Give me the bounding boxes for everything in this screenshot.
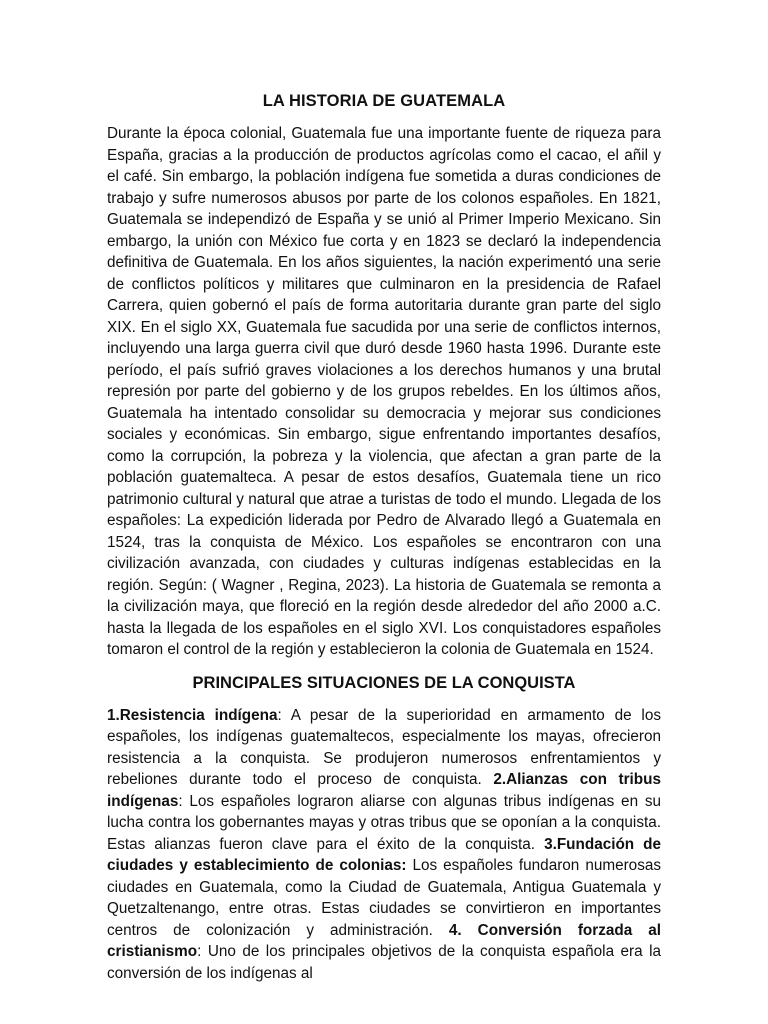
document-title: LA HISTORIA DE GUATEMALA <box>262 92 506 110</box>
situation-4-text: : Uno de los principales objetivos de la conquista española era la conversión de los indígenas al <box>107 943 661 982</box>
section-heading: PRINCIPALES SITUACIONES DE LA CONQUISTA <box>192 673 576 692</box>
situation-1-title: 1.Resistencia indígena <box>107 706 278 724</box>
intro-paragraph: Durante la época colonial, Guatemala fue una importante fuente de riqueza para España, gracias a la producción de productos agrícolas como el cacao, el añil y el café. Sin embargo, la población indígena fue sometida a duras condiciones de trabajo y sufre numerosos abusos por parte de los colonos españoles. En 1821, Guatemala se independizó de España y se unió al Primer Imperio Mexicano. Sin embargo, la unión con México fue corta y en 1823 se declaró la independencia definitiva de Guatemala. En los años siguientes, la nación experimentó una serie de conflictos políticos y militares que culminaron en la presidencia de Rafael Carrera, quien gobernó el país de forma autoritaria durante gran parte del siglo XIX. En el siglo XX, Guatemala fue sacudida por una serie de conflictos internos, incluyendo una larga guerra civil que duró desde 1960 hasta 1996. Durante este período, el país sufrió graves violaciones a los derechos humanos y una brutal represión por parte del gobierno y de los grupos rebeldes. En los últimos años, Guatemala ha intentado consolidar su democracia y mejorar sus condiciones sociales y económicas. Sin embargo, sigue enfrentando importantes desafíos, como la corrupción, la pobreza y la violencia, que afectan a gran parte de la población guatemalteca. A pesar de estos desafíos, Guatemala tiene un rico patrimonio cultural y natural que atrae a turistas de todo el mundo. Llegada de los españoles: La expedición liderada por Pedro de Alvarado llegó a Guatemala en 1524, tras la conquista de México. Los españoles se encontraron con una civilización avanzada, con ciudades y culturas indígenas establecidas en la región. Según: ( Wagner , Regina, 2023). La historia de Guatemala se remonta a la civilización maya, que floreció en la región desde alrededor del año 2000 a.C. hasta la llegada de los españoles en el siglo XVI. Los conquistadores españoles tomaron el control de la región y establecieron la colonia de Guatemala en 1524. <box>107 125 661 658</box>
situation-4-title: 4. Conversión forzada al cristianismo <box>107 921 661 960</box>
situation-3-title: 3.Fundación de ciudades y establecimiento de colonias: <box>107 835 662 874</box>
situation-3-text: Los españoles fundaron numerosas ciudades en Guatemala, como la Ciudad de Guatemala, Antigua Guatemala y Quetzaltenango, entre otras. Estas ciudades se convirtieron en importantes centros de colonización y administración. <box>107 857 661 939</box>
situation-2-text: : Los españoles lograron aliarse con algunas tribus indígenas en su lucha contra los gobernantes mayas y otras tribus que se oponían a la conquista. Estas alianzas fueron clave para el éxito de la conquista. <box>107 792 661 853</box>
situation-2-title: 2.Alianzas con tribus indígenas <box>107 771 661 810</box>
situation-1-text: : A pesar de la superioridad en armamento de los españoles, los indígenas guatemaltecos, especialmente los mayas, ofrecieron resistencia a la conquista. Se produjeron numerosos enfrentamientos y rebeliones durante todo el proceso de conquista. <box>107 706 661 788</box>
situations-paragraph <box>107 705 661 985</box>
